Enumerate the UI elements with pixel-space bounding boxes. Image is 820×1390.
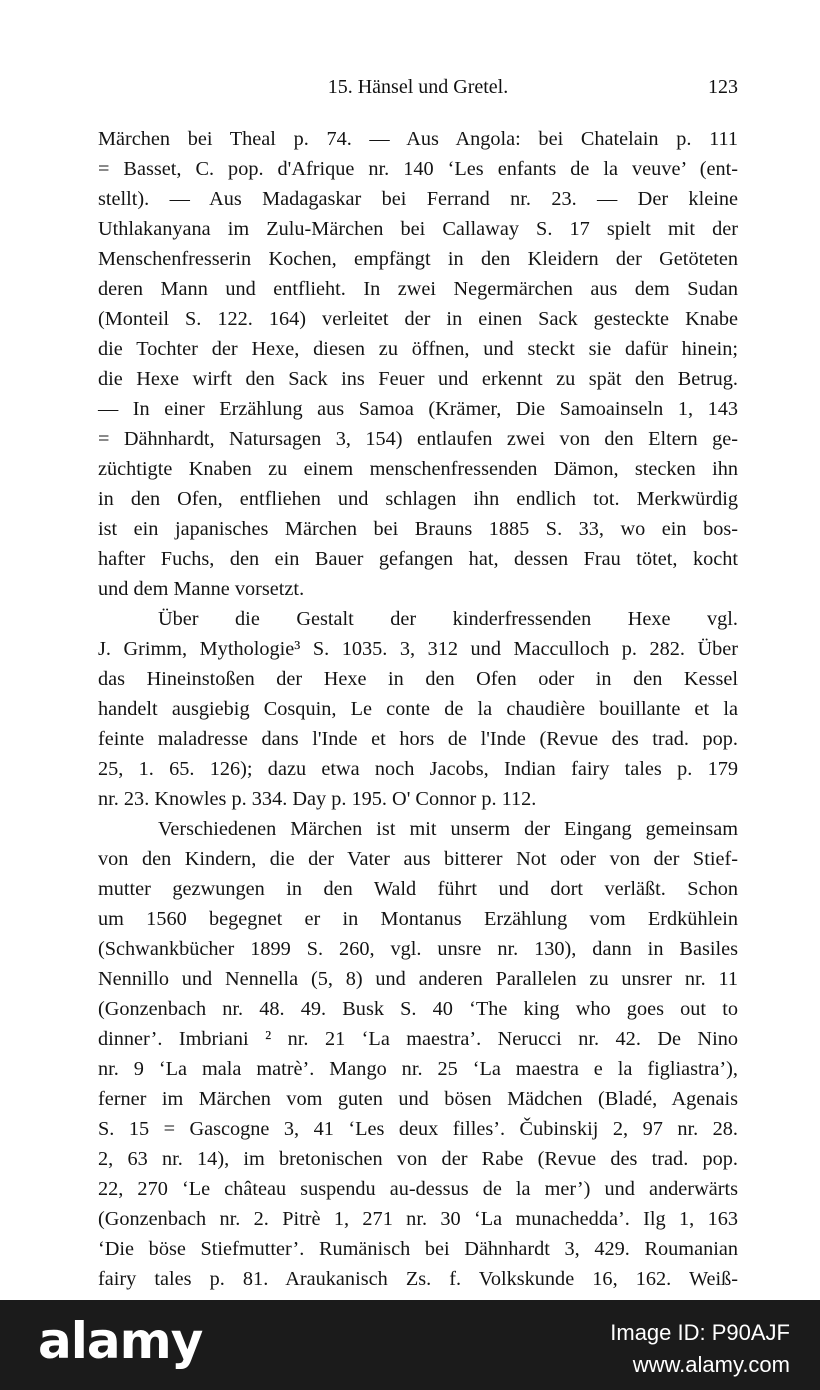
text-line: um 1560 begegnet er in Montanus Erzählung vom Erdkühlein [98,908,738,930]
text-line: das Hineinstoßen der Hexe in den Ofen oder in den Kessel [98,668,738,690]
text-line: ferner im Märchen vom guten und bösen Mädchen (Bladé, Agenais [98,1088,738,1110]
text-line: dinner’. Imbriani ² nr. 21 ‘La maestra’. Nerucci nr. 42. De Nino [98,1028,738,1050]
text-line: (Gonzenbach nr. 2. Pitrè 1, 271 nr. 30 ‘La munachedda’. Ilg 1, 163 [98,1208,738,1230]
watermark-footer [0,1300,820,1390]
text-line: die Hexe wirft den Sack ins Feuer und erkennt zu spät den Betrug. [98,368,738,390]
text-line: nr. 9 ‘La mala matrè’. Mango nr. 25 ‘La maestra e la figliastra’), [98,1058,738,1080]
body-text [98,124,738,1294]
text-line: feinte maladresse dans l'Inde et hors de l'Inde (Revue des trad. pop. [98,728,738,750]
text-line: fairy tales p. 81. Araukanisch Zs. f. Volkskunde 16, 162. Weiß- [98,1268,738,1290]
text-line: Uthlakanyana im Zulu-Märchen bei Callaway S. 17 spielt mit der [98,218,738,240]
text-line: züchtigte Knaben zu einem menschenfressenden Dämon, stecken ihn [98,458,738,480]
text-line: hafter Fuchs, den ein Bauer gefangen hat, dessen Frau tötet, kocht [98,548,738,570]
text-line: von den Kindern, die der Vater aus bitterer Not oder von der Stief- [98,848,738,870]
text-line: ‘Die böse Stiefmutter’. Rumänisch bei Dähnhardt 3, 429. Roumanian [98,1238,738,1260]
text-line: = Dähnhardt, Natursagen 3, 154) entlaufen zwei von den Eltern ge- [98,428,738,450]
text-line: Verschiedenen Märchen ist mit unserm der Eingang gemeinsam [158,818,738,840]
image-id-label: Image ID: P90AJF [610,1320,790,1345]
running-title: 15. Hänsel und Gretel. [327,76,509,98]
text-line: Nennillo und Nennella (5, 8) und anderen Parallelen zu unsrer nr. 11 [98,968,738,990]
text-line: (Monteil S. 122. 164) verleitet der in einen Sack gesteckte Knabe [98,308,738,330]
text-line: handelt ausgiebig Cosquin, Le conte de la chaudière bouillante et la [98,698,738,720]
site-url: www.alamy.com [632,1352,790,1377]
text-line: S. 15 = Gascogne 3, 41 ‘Les deux filles’. Čubinskij 2, 97 nr. 28. [98,1118,738,1140]
text-line: Märchen bei Theal p. 74. — Aus Angola: bei Chatelain p. 111 [98,128,738,150]
text-line: in den Ofen, entfliehen und schlagen ihn endlich tot. Merkwürdig [98,488,738,510]
text-line: die Tochter der Hexe, diesen zu öffnen, und steckt sie dafür hinein; [98,338,738,360]
page-number: 123 [708,76,738,98]
text-line: (Schwankbücher 1899 S. 260, vgl. unsre nr. 130), dann in Basiles [98,938,738,960]
text-line: J. Grimm, Mythologie³ S. 1035. 3, 312 und Macculloch p. 282. Über [98,638,738,660]
text-line: 22, 270 ‘Le château suspendu au-dessus de la mer’) und anderwärts [98,1178,738,1200]
text-line: Über die Gestalt der kinderfressenden Hexe vgl. [158,608,738,630]
text-line: = Basset, C. pop. d'Afrique nr. 140 ‘Les enfants de la veuve’ (ent- [98,158,738,180]
text-line: 2, 63 nr. 14), im bretonischen von der Rabe (Revue des trad. pop. [98,1148,738,1170]
text-line: mutter gezwungen in den Wald führt und dort verläßt. Schon [98,878,738,900]
text-line: Menschenfresserin Kochen, empfängt in den Kleidern der Getöteten [98,248,738,270]
text-line: nr. 23. Knowles p. 334. Day p. 195. O' Connor p. 112. [98,788,537,810]
text-line: (Gonzenbach nr. 48. 49. Busk S. 40 ‘The king who goes out to [98,998,738,1020]
text-line: ist ein japanisches Märchen bei Brauns 1885 S. 33, wo ein bos- [98,518,738,540]
text-line: stellt). — Aus Madagaskar bei Ferrand nr. 23. — Der kleine [98,188,738,210]
page-header [98,76,738,102]
text-line: 25, 1. 65. 126); dazu etwa noch Jacobs, Indian fairy tales p. 179 [98,758,738,780]
alamy-logo: alamy [38,1312,203,1370]
text-line: deren Mann und entflieht. In zwei Negermärchen aus dem Sudan [98,278,738,300]
text-line: und dem Manne vorsetzt. [98,578,305,600]
text-line: — In einer Erzählung aus Samoa (Krämer, Die Samoainseln 1, 143 [98,398,738,420]
